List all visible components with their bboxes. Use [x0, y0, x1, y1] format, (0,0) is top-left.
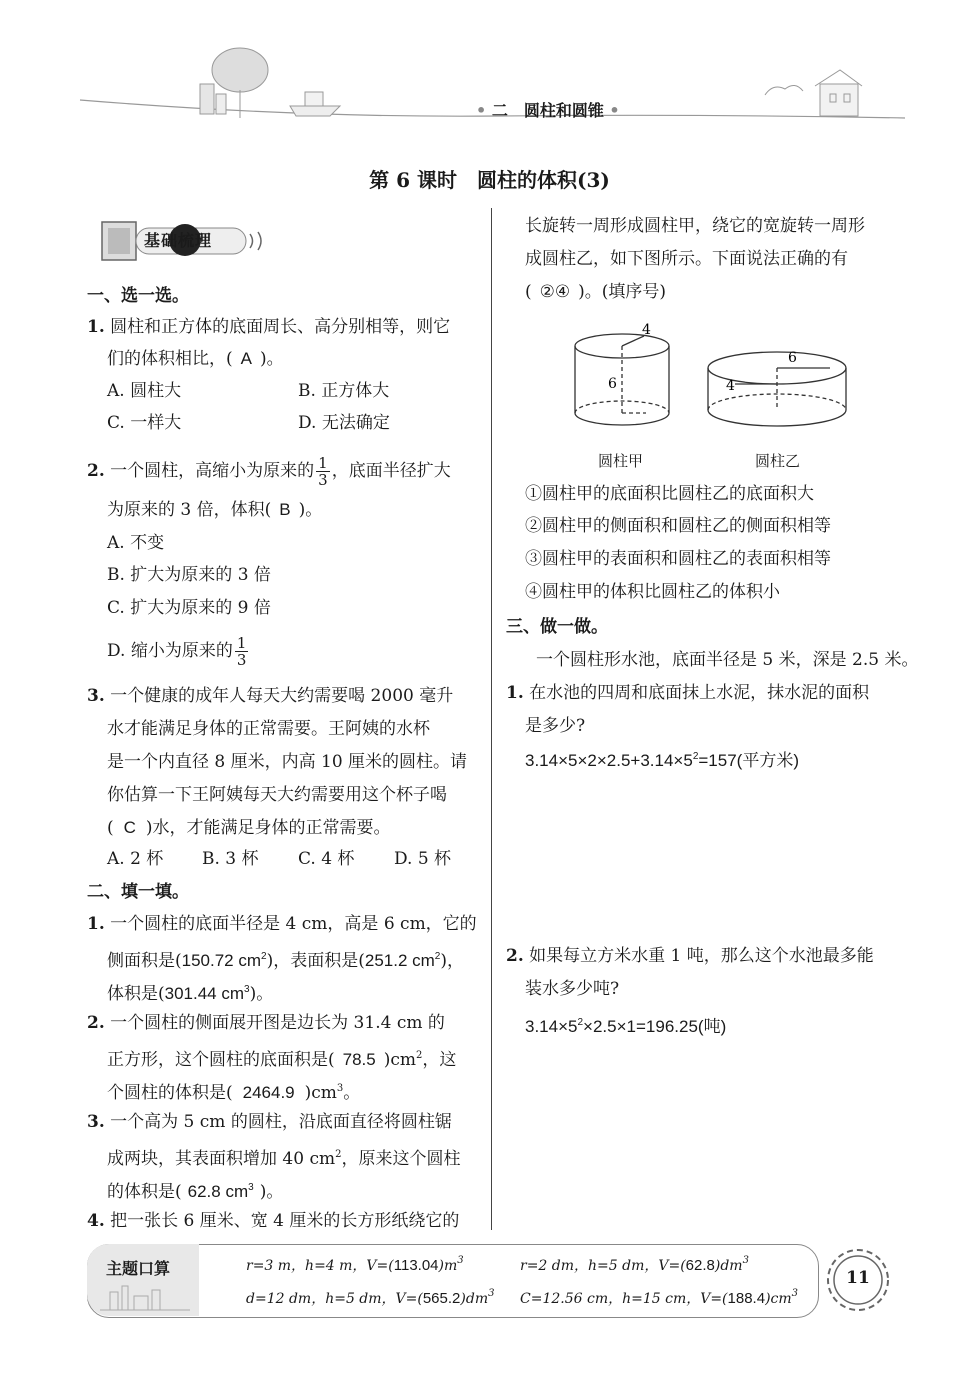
- answer: B: [279, 500, 291, 519]
- statement-3: ③圆柱甲的表面积和圆柱乙的表面积相等: [525, 549, 831, 569]
- answer: 78.5: [342, 1050, 376, 1069]
- s3-q2-line1: 2. 如果每立方米水重 1 吨，那么这个水池最多能: [506, 946, 874, 966]
- cyl-a-caption: 圆柱甲: [598, 452, 644, 470]
- s1-q3-line3: 是一个内直径 8 厘米，内高 10 厘米的圆柱。请: [107, 752, 468, 772]
- s2-q4-line3: 成圆柱乙，如下图所示。下面说法正确的有: [525, 249, 848, 269]
- section2-heading: 二、填一填。: [87, 882, 189, 902]
- option-b: B. 3 杯: [202, 849, 259, 869]
- answer: A: [240, 349, 252, 368]
- answer: C: [123, 818, 136, 837]
- footer-r1c2: r=2 dm，h=5 dm，$V=(62.8)dm^3$: [520, 1255, 749, 1274]
- s1-q3-line4: 你估算一下王阿姨每天大约需要用这个杯子喝: [107, 785, 447, 805]
- s3-q2-answer: $3.14\times 5^2\times 2.5\times 1=196.25$(吨): [525, 1017, 727, 1036]
- s2-q4-line4: ( ②④ )。(填序号): [525, 282, 667, 302]
- s2-q2-line3: 个圆柱的体积是( 2464.9 )$cm^3$。: [107, 1083, 361, 1103]
- s1-q3-line2: 水才能满足身体的正常需要。王阿姨的水杯: [107, 719, 430, 739]
- option-a: A. 不变: [107, 533, 165, 553]
- option-b: B. 扩大为原来的 3 倍: [107, 565, 271, 585]
- house-icon: [765, 70, 862, 116]
- s2-q1-line2: 侧面积是(150.72 $cm^2$)，表面积是(251.2 $cm^2$)，: [107, 951, 464, 971]
- s2-q3-line1: 3. 一个高为 5 cm 的圆柱，沿底面直径将圆柱锯: [87, 1112, 452, 1132]
- option-b: B. 正方体大: [298, 381, 390, 401]
- s2-q2-line2: 正方形，这个圆柱的底面积是( 78.5 )$cm^2$，这: [107, 1050, 457, 1070]
- answer: 251.2 $cm^2$: [364, 951, 441, 970]
- s2-q1-line1: 1. 一个圆柱的底面半径是 4 cm，高是 6 cm，它的: [87, 914, 477, 934]
- s1-q3-line1: 3. 一个健康的成年人每天大约需要喝 2000 毫升: [87, 686, 454, 706]
- statement-2: ②圆柱甲的侧面积和圆柱乙的侧面积相等: [525, 516, 831, 536]
- s2-q4-line2: 长旋转一周形成圆柱甲，绕它的宽旋转一周形: [525, 216, 865, 236]
- option-c: C. 一样大: [107, 413, 182, 433]
- option-a: A. 2 杯: [107, 849, 164, 869]
- page-number: 11: [846, 1268, 870, 1288]
- s2-q1-line3: 体积是(301.44 $cm^3$)。: [107, 984, 274, 1004]
- option-a: A. 圆柱大: [107, 381, 182, 401]
- option-c: C. 4 杯: [298, 849, 355, 869]
- s1-q1-line2: 们的体积相比，( A )。: [107, 349, 284, 369]
- footer-r2c2: C=12.56 cm，h=15 cm，$V=(188.4)cm^3$: [520, 1288, 799, 1307]
- section1-heading: 一、选一选。: [87, 286, 189, 306]
- answer: 301.44 $cm^3$: [164, 984, 250, 1003]
- option-d: D. 5 杯: [394, 849, 452, 869]
- cylinder-a: [575, 334, 669, 425]
- answer: 2464.9: [242, 1083, 295, 1102]
- s1-q2-line1: 2. 一个圆柱，高缩小为原来的 $\frac{1}{3}$ ，底面半径扩大: [87, 454, 451, 489]
- unit-title: • 二 圆柱和圆锥 •: [476, 101, 620, 120]
- footer-r1c1: r=3 m，h=4 m，$V=(113.04)m^3$: [246, 1255, 464, 1274]
- cyl-a-radius-label: 4: [642, 322, 651, 338]
- s1-q3-line5: ( C )水，才能满足身体的正常需要。: [107, 818, 391, 838]
- s3-q1-answer: $3.14\times 5\times 2\times 2.5+3.14\times 5^2=157$(平方米): [525, 751, 799, 770]
- option-d: D. 缩小为原来的 $\frac{1}{3}$: [107, 634, 247, 669]
- cyl-b-height-label: 4: [726, 378, 735, 394]
- section-badge: 基础梳理: [100, 218, 270, 266]
- footer-r2c1: d=12 dm，h=5 dm，$V=(565.2)dm^3$: [246, 1288, 495, 1307]
- s2-q2-line1: 2. 一个圆柱的侧面展开图是边长为 31.4 cm 的: [87, 1013, 445, 1033]
- tree-icon: [200, 48, 268, 118]
- cyl-a-height-label: 6: [608, 376, 617, 392]
- statement-4: ④圆柱甲的体积比圆柱乙的体积小: [525, 582, 780, 602]
- cyl-b-caption: 圆柱乙: [755, 452, 801, 470]
- fraction: $\frac{1}{3}$: [236, 634, 247, 669]
- answer: 62.8 $cm^3$: [187, 1182, 254, 1201]
- footer-title: 主题口算: [106, 1259, 171, 1278]
- fraction: $\frac{1}{3}$: [318, 454, 328, 489]
- section3-intro: 一个圆柱形水池，底面半径是 5 米，深是 2.5 米。: [536, 650, 919, 670]
- s2-q3-line2: 成两块，其表面积增加 40 $cm^2$，原来这个圆柱: [107, 1149, 461, 1169]
- lesson-title: 第 6 课时 圆柱的体积(3): [369, 168, 610, 192]
- s1-q1-line1: 1. 圆柱和正方体的底面周长、高分别相等，则它: [87, 317, 451, 337]
- boat-icon: [290, 92, 340, 116]
- s2-q3-line3: 的体积是( 62.8 $cm^3$ )。: [107, 1182, 284, 1202]
- option-c: C. 扩大为原来的 9 倍: [107, 598, 271, 618]
- cyl-b-radius-label: 6: [788, 350, 797, 366]
- s3-q2-line2: 装水多少吨?: [525, 979, 620, 999]
- statement-1: ①圆柱甲的底面积比圆柱乙的底面积大: [525, 484, 814, 504]
- s1-q2-line2: 为原来的 3 倍，体积( B )。: [107, 500, 323, 520]
- s3-q1-line1: 1. 在水池的四周和底面抹上水泥，抹水泥的面积: [506, 683, 870, 703]
- section3-heading: 三、做一做。: [506, 617, 608, 637]
- option-d: D. 无法确定: [298, 413, 390, 433]
- city-icon: [100, 1282, 190, 1312]
- answer: ②④: [539, 282, 571, 302]
- column-divider: [491, 208, 492, 1230]
- answer: 150.72 $cm^2$: [181, 951, 267, 970]
- s2-q4-line1: 4. 把一张长 6 厘米、宽 4 厘米的长方形纸绕它的: [87, 1211, 460, 1231]
- s3-q1-line2: 是多少?: [525, 716, 586, 736]
